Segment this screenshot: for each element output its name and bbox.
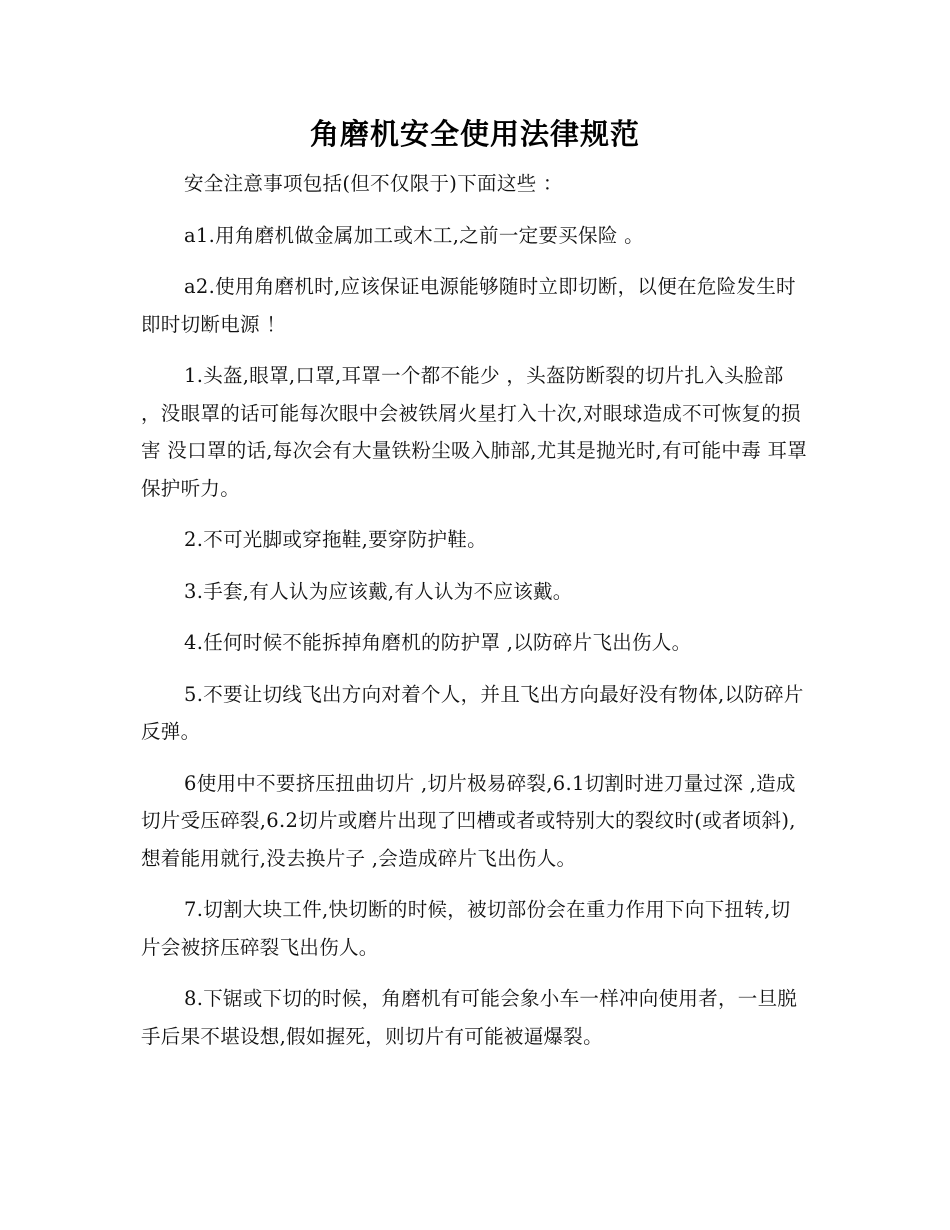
paragraph-5: 5.不要让切线飞出方向对着个人，并且飞出方向最好没有物体,以防碎片反弹。 xyxy=(141,682,804,743)
paragraph-1: 1.头盔,眼罩,口罩,耳罩一个都不能少 ，头盔防断裂的切片扎入头脸部 ，没眼罩的话可能每次眼中会被铁屑火星打入十次,对眼球造成不可恢复的损害 没口罩的话,每次会有大量铁粉尘吸入肺部,尤其是抛光时,有可能中毒 耳罩保护听力。 xyxy=(141,364,808,500)
paragraph-6: 6使用中不要挤压扭曲切片 ,切片极易碎裂,6.1切割时进刀量过深 ,造成切片受压碎裂,6.2切片或磨片出现了凹槽或者或特别大的裂纹时(或者顷斜),想着能用就行,没去换片子 ,会造成碎片飞出伤人。 xyxy=(141,771,796,870)
paragraph-4: 4.任何时候不能拆掉角磨机的防护罩 ,以防碎片飞出伤人。 xyxy=(184,631,692,654)
paragraph-7: 7.切割大块工件,快切断的时候，被切部份会在重力作用下向下扭转,切片会被挤压碎裂飞出伤人。 xyxy=(141,898,791,959)
paragraph-a1: a1.用角磨机做金属加工或木工,之前一定要买保险 。 xyxy=(184,223,644,247)
paragraph-8: 8.下锯或下切的时候，角磨机有可能会象小车一样冲向使用者，一旦脱手后果不堪设想,假如握死，则切片有可能被逼爆裂。 xyxy=(141,987,798,1048)
paragraph-3: 3.手套,有人认为应该戴,有人认为不应该戴。 xyxy=(184,579,573,603)
paragraph-2: 2.不可光脚或穿拖鞋,要穿防护鞋。 xyxy=(184,528,487,551)
document-body xyxy=(141,165,809,1069)
paragraph-a2: a2.使用角磨机时,应该保证电源能够随时立即切断，以便在危险发生时即时切断电源 ！ xyxy=(141,275,796,336)
paragraph-intro: 安全注意事项包括(但不仅限于)下面这些 ： xyxy=(184,172,563,195)
document-title: 角磨机安全使用法律规范 xyxy=(309,117,640,151)
